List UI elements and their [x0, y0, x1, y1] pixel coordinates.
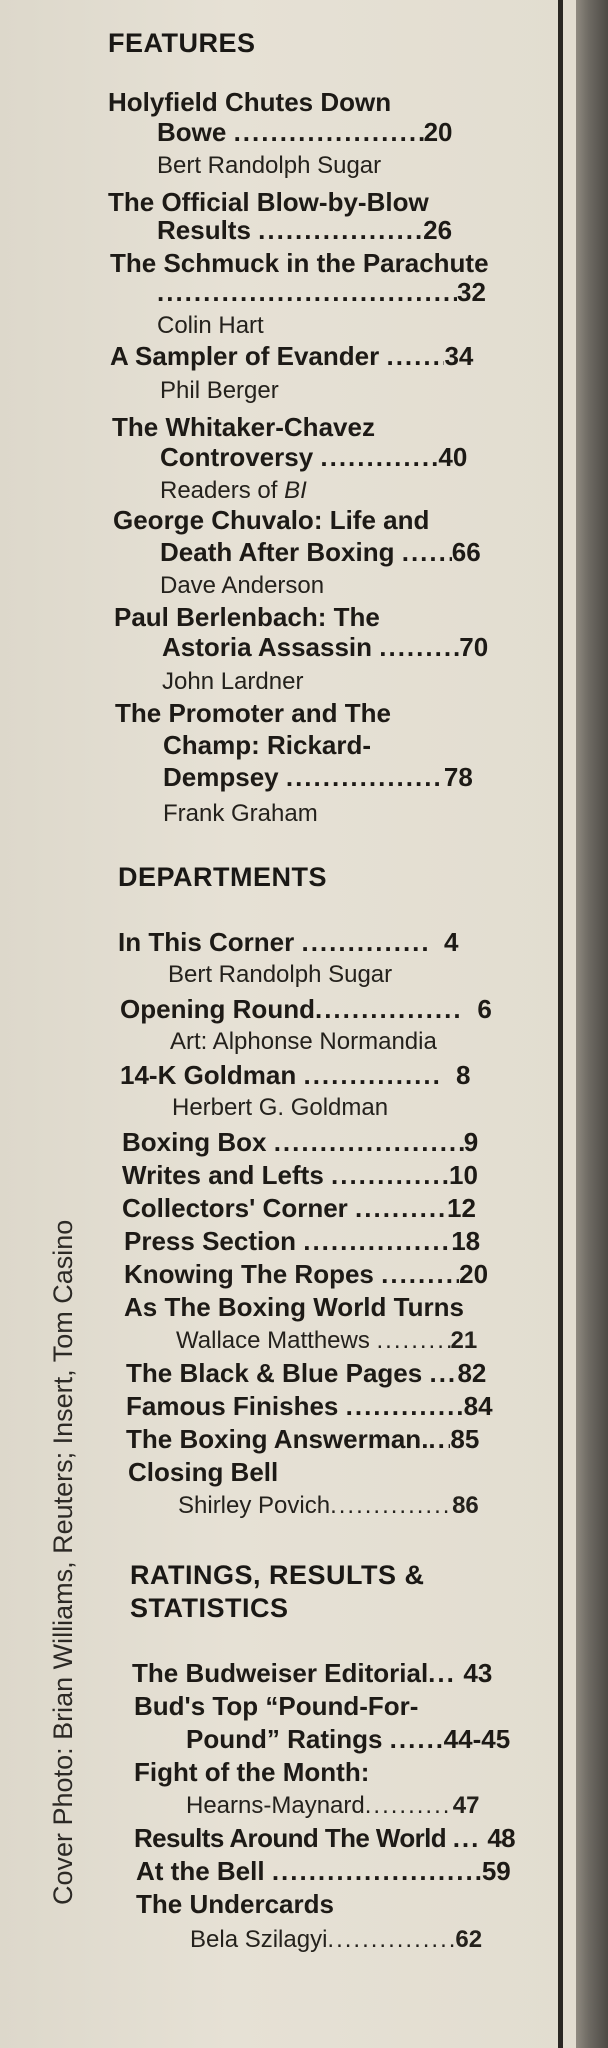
- dot-leader: [390, 1724, 444, 1755]
- feature-author: Phil Berger: [160, 377, 279, 404]
- department-author: Shirley Povich: [178, 1492, 331, 1519]
- dot-leader: [331, 1160, 449, 1191]
- page-number: 66: [451, 537, 481, 567]
- department-title: Famous Finishes: [126, 1391, 339, 1421]
- dot-leader: [386, 341, 444, 372]
- page-number: 48: [487, 1823, 516, 1853]
- feature-title: Holyfield Chutes Down: [108, 87, 392, 117]
- department-title: Opening Round: [120, 994, 315, 1024]
- dot-leader: [429, 1358, 457, 1389]
- ratings-title-text: Pound” Ratings: [186, 1724, 383, 1754]
- page-number: 6: [477, 994, 492, 1024]
- department-author-line: [176, 1327, 477, 1355]
- page-number: 26: [423, 215, 453, 245]
- ratings-heading-cont: STATISTICS: [130, 1593, 289, 1623]
- feature-title-cont: [160, 537, 481, 568]
- page-number: 85: [450, 1424, 480, 1454]
- feature-title-cont: [163, 762, 473, 793]
- department-line: [124, 1259, 488, 1290]
- department-title: As The Boxing World Turns: [124, 1292, 464, 1322]
- department-title: The Boxing Answerman.: [126, 1424, 429, 1454]
- department-line: [122, 1193, 476, 1224]
- feature-author: [160, 477, 307, 505]
- page-number: 78: [443, 762, 473, 792]
- dot-leader: [274, 1127, 464, 1158]
- dot-leader: [234, 117, 424, 148]
- page-number: 9: [463, 1127, 479, 1157]
- dot-leader: [346, 1391, 464, 1422]
- feature-author: Frank Graham: [163, 800, 318, 827]
- ratings-author-line: [190, 1926, 482, 1954]
- department-title: Writes and Lefts: [122, 1160, 324, 1190]
- dot-leader: [379, 632, 459, 663]
- department-author: Bert Randolph Sugar: [168, 961, 393, 988]
- ratings-line: [134, 1823, 515, 1854]
- department-line: [120, 994, 492, 1025]
- ratings-author: Hearns-Maynard: [186, 1792, 365, 1819]
- dot-leader: [320, 442, 438, 473]
- feature-author: Bert Randolph Sugar: [157, 152, 382, 179]
- ratings-title: The Undercards: [136, 1889, 334, 1919]
- feature-title-cont: [157, 215, 452, 246]
- department-line: [118, 927, 458, 958]
- feature-title-text: Astoria Assassin: [162, 632, 373, 662]
- ratings-title: The Budweiser Editorial: [132, 1658, 429, 1688]
- ratings-line: [132, 1658, 492, 1689]
- department-author: Art: Alphonse Normandia: [170, 1028, 437, 1055]
- department-line: [122, 1160, 478, 1191]
- page-number: 10: [449, 1160, 478, 1190]
- page-number: 21: [450, 1327, 478, 1354]
- dot-leader: [303, 1226, 451, 1257]
- feature-title-text: Results: [157, 215, 251, 245]
- dot-leader: [428, 1658, 456, 1689]
- departments-heading: DEPARTMENTS: [118, 862, 328, 892]
- department-line: [122, 1127, 478, 1158]
- dot-leader: [453, 1823, 481, 1854]
- cover-photo-credit: Cover Photo: Brian Williams, Reuters; Insert, Tom Casino: [48, 1219, 78, 1905]
- department-title: Boxing Box: [122, 1127, 267, 1157]
- feature-title: George Chuvalo: Life and: [113, 505, 430, 535]
- feature-title: The Whitaker-Chavez: [112, 412, 375, 442]
- department-title: Press Section: [124, 1226, 296, 1256]
- department-line: [120, 1060, 470, 1091]
- feature-title: The Schmuck in the Parachute: [110, 248, 489, 278]
- dot-leader: [355, 1193, 447, 1224]
- department-title: Collectors' Corner: [122, 1193, 348, 1223]
- page-number: 47: [452, 1792, 480, 1819]
- department-author: Herbert G. Goldman: [172, 1094, 389, 1121]
- page-number: 20: [459, 1259, 489, 1289]
- page-number: 32: [457, 277, 486, 307]
- feature-title-text: Dempsey: [163, 762, 279, 792]
- department-title: Knowing The Ropes: [124, 1259, 374, 1289]
- page-number: 4: [443, 927, 459, 957]
- page-number: 44-45: [443, 1724, 511, 1754]
- page-number: 43: [463, 1658, 493, 1688]
- dot-leader: [157, 277, 457, 308]
- department-title: The Black & Blue Pages: [126, 1358, 423, 1388]
- page-number: 84: [463, 1391, 493, 1421]
- ratings-heading: RATINGS, RESULTS &: [130, 1560, 425, 1590]
- department-author-line: [178, 1492, 479, 1520]
- features-heading: FEATURES: [108, 28, 256, 58]
- dot-leader: [377, 1327, 451, 1355]
- dot-leader: [327, 1926, 455, 1954]
- feature-title-line: [110, 341, 473, 372]
- ratings-title: At the Bell: [136, 1856, 265, 1886]
- department-title: In This Corner: [118, 927, 295, 957]
- page-number: 8: [455, 1060, 471, 1090]
- feature-title-cont: [157, 117, 453, 148]
- page-number: 86: [452, 1492, 479, 1519]
- dot-leader: [301, 927, 429, 958]
- feature-author: John Lardner: [162, 668, 304, 695]
- dot-leader: [402, 537, 452, 568]
- dot-leader: [286, 762, 444, 793]
- department-title: Closing Bell: [128, 1457, 279, 1487]
- page-number: 40: [438, 442, 468, 472]
- ratings-author: Bela Szilagyi: [190, 1926, 328, 1953]
- ratings-title: Results Around The World: [134, 1823, 447, 1853]
- feature-title-text: A Sampler of Evander: [110, 341, 380, 371]
- feature-title-cont: [160, 442, 467, 473]
- dot-leader: [303, 1060, 441, 1091]
- page-number: 12: [447, 1193, 476, 1223]
- feature-title: The Promoter and The: [115, 698, 391, 728]
- department-title: 14-K Goldman: [120, 1060, 297, 1090]
- vertical-rule: [558, 0, 563, 2048]
- department-line: [126, 1424, 479, 1455]
- page-number: 59: [481, 1856, 511, 1886]
- feature-title-text: Bowe: [157, 117, 227, 147]
- page-number: 82: [457, 1358, 487, 1388]
- page-number: 62: [455, 1926, 483, 1953]
- department-line: [126, 1391, 493, 1422]
- feature-title-text: Controversy: [160, 442, 314, 472]
- author-prefix: Readers of: [160, 477, 278, 504]
- department-author: Wallace Matthews: [176, 1327, 370, 1354]
- dot-leader: [315, 994, 463, 1025]
- feature-title-text: Death After Boxing: [160, 537, 395, 567]
- dot-leader: [381, 1259, 459, 1290]
- ratings-line: [136, 1856, 511, 1887]
- dot-leader: [365, 1792, 453, 1820]
- dot-leader: [258, 215, 423, 246]
- ratings-title: Fight of the Month:: [134, 1757, 370, 1787]
- department-line: [124, 1226, 480, 1257]
- ratings-author-line: [186, 1792, 479, 1820]
- feature-title: Paul Berlenbach: The: [114, 602, 380, 632]
- page-number: 20: [423, 117, 453, 147]
- dot-leader: [272, 1856, 482, 1887]
- ratings-line: [186, 1724, 510, 1755]
- page-number: 18: [451, 1226, 481, 1256]
- feature-title-cont: [157, 277, 486, 308]
- author-italic: BI: [284, 477, 307, 504]
- feature-title-cont: [162, 632, 488, 663]
- feature-title: Champ: Rickard-: [163, 730, 372, 760]
- feature-author: Colin Hart: [157, 312, 264, 339]
- feature-title: The Official Blow-by-Blow: [108, 187, 429, 217]
- dot-leader: [330, 1492, 452, 1520]
- page-number: 34: [444, 341, 474, 371]
- ratings-title: Bud's Top “Pound-For-: [134, 1691, 419, 1721]
- page-number: 70: [459, 632, 489, 662]
- dot-leader: [428, 1424, 450, 1455]
- feature-author: Dave Anderson: [160, 572, 325, 599]
- department-line: [126, 1358, 486, 1389]
- page-edge-shadow: [576, 0, 608, 2048]
